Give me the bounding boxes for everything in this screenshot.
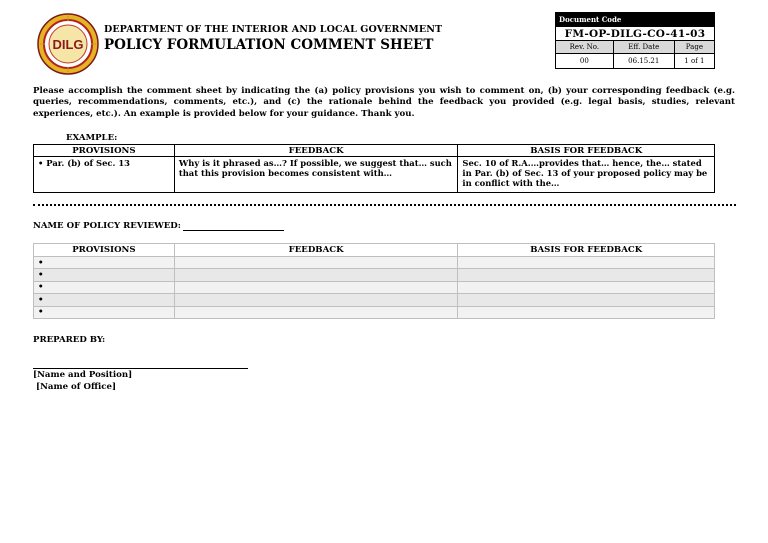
- basis-cell[interactable]: [458, 294, 715, 306]
- department-name: DEPARTMENT OF THE INTERIOR AND LOCAL GOVERNMENT: [104, 24, 443, 35]
- name-office-placeholder: [Name of Office]: [36, 382, 117, 392]
- example-table: [33, 144, 715, 193]
- basis-cell[interactable]: [458, 306, 715, 318]
- logo-text: DILG: [52, 37, 84, 52]
- feedback-cell[interactable]: [174, 306, 458, 318]
- basis-cell[interactable]: [458, 269, 715, 281]
- example-col-feedback: FEEDBACK: [174, 145, 458, 157]
- example-label: EXAMPLE:: [66, 133, 118, 143]
- signature-line[interactable]: [33, 368, 248, 369]
- feedback-cell[interactable]: [174, 281, 458, 293]
- example-col-basis: BASIS FOR FEEDBACK: [458, 145, 715, 157]
- feedback-cell[interactable]: [174, 294, 458, 306]
- name-position-placeholder: [Name and Position]: [33, 370, 133, 380]
- example-col-provisions: PROVISIONS: [34, 145, 175, 157]
- document-code-box: [555, 12, 715, 69]
- document-code-label: Document Code: [556, 13, 715, 27]
- page-title: POLICY FORMULATION COMMENT SHEET: [104, 37, 434, 53]
- feedback-cell[interactable]: [174, 269, 458, 281]
- example-provision: • Par. (b) of Sec. 13: [34, 157, 175, 193]
- comment-table: [33, 243, 715, 319]
- basis-cell[interactable]: [458, 257, 715, 269]
- eff-date-value: 06.15.21: [613, 54, 674, 69]
- provision-cell[interactable]: •: [34, 281, 175, 293]
- feedback-cell[interactable]: [174, 257, 458, 269]
- page-value: 1 of 1: [674, 54, 714, 69]
- table-row[interactable]: [34, 294, 715, 306]
- policy-reviewed-field[interactable]: [33, 221, 284, 231]
- provision-cell[interactable]: •: [34, 294, 175, 306]
- rev-no-label: Rev. No.: [556, 41, 614, 54]
- col-provisions: PROVISIONS: [34, 244, 175, 257]
- example-feedback: Why is it phrased as…? If possible, we suggest that… such that this provision becomes consistent with…: [174, 157, 458, 193]
- policy-reviewed-label: NAME OF POLICY REVIEWED:: [33, 221, 181, 231]
- document-code-value: FM-OP-DILG-CO-41-03: [556, 27, 715, 41]
- provision-cell[interactable]: •: [34, 269, 175, 281]
- col-feedback: FEEDBACK: [174, 244, 458, 257]
- rev-no-value: 00: [556, 54, 614, 69]
- table-row[interactable]: [34, 306, 715, 318]
- provision-cell[interactable]: •: [34, 306, 175, 318]
- dilg-logo: [37, 13, 99, 75]
- table-row[interactable]: [34, 269, 715, 281]
- instructions: Please accomplish the comment sheet by indicating the (a) policy provisions you wish to comment on, (b) your corresponding feedback (e.g. queries, recommendations, comments, etc.), and (c) the rationale behind the feedback you provided (e.g. legal basis, studies, relevant experiences, etc.). An example is provided below for your guidance. Thank you.: [33, 86, 735, 119]
- table-row[interactable]: [34, 281, 715, 293]
- basis-cell[interactable]: [458, 281, 715, 293]
- table-row[interactable]: [34, 257, 715, 269]
- policy-reviewed-line[interactable]: [183, 221, 284, 231]
- col-basis: BASIS FOR FEEDBACK: [458, 244, 715, 257]
- example-basis: Sec. 10 of R.A.…provides that… hence, the… stated in Par. (b) of Sec. 13 of your proposed policy may be in conflict with the…: [458, 157, 715, 193]
- prepared-by-label: PREPARED BY:: [33, 335, 106, 345]
- eff-date-label: Eff. Date: [613, 41, 674, 54]
- provision-cell[interactable]: •: [34, 257, 175, 269]
- page-label: Page: [674, 41, 714, 54]
- dotted-divider: [33, 204, 736, 206]
